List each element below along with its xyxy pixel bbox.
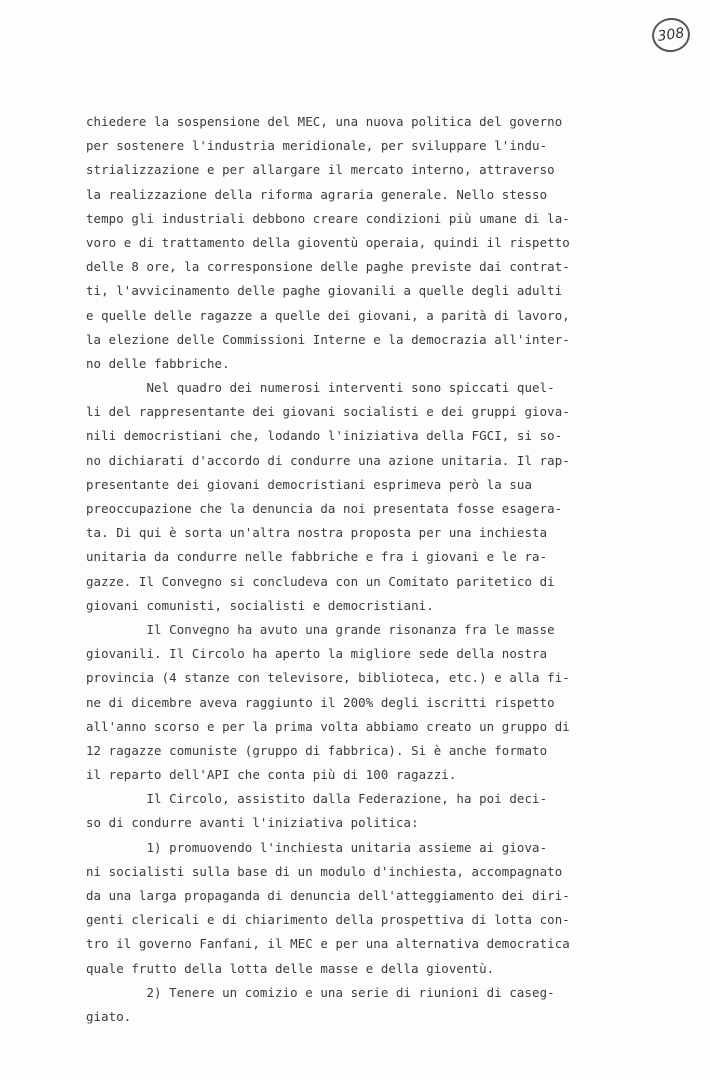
text-line: gazze. Il Convegno si concludeva con un Comitato paritetico di bbox=[86, 573, 555, 589]
text-line: delle 8 ore, la corresponsione delle paghe previste dai contrat- bbox=[86, 259, 570, 275]
text-line: da una larga propaganda di denuncia dell'atteggiamento dei diri- bbox=[86, 888, 570, 903]
text-line: provincia (4 stanze con televisore, biblioteca, etc.) e alla fi- bbox=[86, 670, 570, 686]
text-line: giovanili. Il Circolo ha aperto la migliore sede della nostra bbox=[86, 646, 548, 662]
text-line: ni socialisti sulla base di un modulo d'inchiesta, accompagnato bbox=[86, 863, 563, 879]
text-line: voro e di trattamento della gioventù operaia, quindi il rispetto bbox=[86, 234, 570, 250]
text-line: tempo gli industriali debbono creare condizioni più umane di la- bbox=[86, 210, 570, 226]
text-line: 1) promuovendo l'inchiesta unitaria assieme ai giova- bbox=[86, 839, 548, 855]
text-line: 2) Tenere un comizio e una serie di riunioni di caseg- bbox=[86, 984, 555, 1000]
text-line: Il Circolo, assistito dalla Federazione, ha poi deci- bbox=[86, 791, 548, 807]
text-line: giovani comunisti, socialisti e democristiani. bbox=[86, 597, 434, 613]
text-line: la realizzazione della riforma agraria generale. Nello stesso bbox=[86, 186, 548, 202]
text-line: genti clericali e di chiarimento della prospettiva di lotta con- bbox=[86, 912, 570, 928]
text-line: chiedere la sospensione del MEC, una nuova politica del governo bbox=[86, 114, 563, 129]
text-line: ne di dicembre aveva raggiunto il 200% degli iscritti rispetto bbox=[86, 694, 555, 710]
text-line: e quelle delle ragazze a quelle dei giovani, a parità di lavoro, bbox=[86, 307, 570, 323]
text-line: giato. bbox=[86, 1008, 132, 1024]
text-line: unitaria da condurre nelle fabbriche e fra i giovani e le ra- bbox=[86, 549, 548, 565]
text-line: no dichiarati d'accordo di condurre una azione unitaria. Il rap- bbox=[86, 452, 570, 468]
text-line: Nel quadro dei numerosi interventi sono spiccati quel- bbox=[86, 380, 555, 396]
text-line: preoccupazione che la denuncia da noi presentata fosse esagera- bbox=[86, 501, 563, 516]
text-line: all'anno scorso e per la prima volta abbiamo creato un gruppo di bbox=[86, 718, 570, 734]
text-line: quale frutto della lotta delle masse e della gioventù. bbox=[86, 960, 495, 976]
text-line: per sostenere l'industria meridionale, per sviluppare l'indu- bbox=[86, 138, 548, 154]
text-line: nili democristiani che, lodando l'iniziativa della FGCI, si so- bbox=[86, 428, 563, 444]
text-line: ta. Di qui è sorta un'altra nostra proposta per una inchiesta bbox=[86, 525, 548, 541]
text-line: so di condurre avanti l'iniziativa politica: bbox=[86, 815, 419, 831]
text-line: 12 ragazze comuniste (gruppo di fabbrica). Si è anche formato bbox=[86, 742, 548, 758]
text-line: li del rappresentante dei giovani socialisti e dei gruppi giova- bbox=[86, 404, 570, 420]
text-line: tro il governo Fanfani, il MEC e per una alternativa democratica bbox=[86, 936, 570, 952]
text-line: ti, l'avvicinamento delle paghe giovanili a quelle degli adulti bbox=[86, 283, 563, 299]
text-line: il reparto dell'API che conta più di 100 ragazzi. bbox=[86, 767, 457, 783]
page-number-stamp: 308 bbox=[650, 16, 692, 55]
text-line: Il Convegno ha avuto una grande risonanza fra le masse bbox=[86, 621, 555, 637]
text-line: la elezione delle Commissioni Interne e la democrazia all'inter- bbox=[86, 331, 570, 347]
text-line: no delle fabbriche. bbox=[86, 355, 230, 371]
text-line: presentante dei giovani democristiani esprimeva però la sua bbox=[86, 476, 533, 492]
text-line: strializzazione e per allargare il mercato interno, attraverso bbox=[86, 162, 555, 178]
body-text bbox=[86, 110, 666, 1029]
